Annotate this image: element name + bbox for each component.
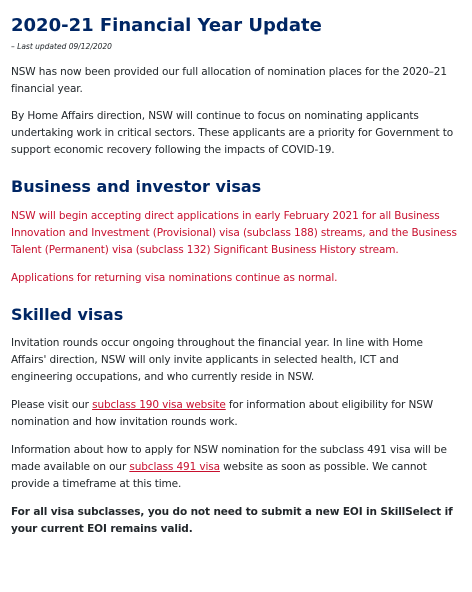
section-heading-business: Business and investor visas [11,177,262,196]
skilled-paragraph-491 [11,442,458,493]
subclass-190-link[interactable]: subclass 190 visa website [92,399,226,411]
subclass-491-link[interactable]: subclass 491 visa [129,461,220,473]
text-segment: website as soon as possible. We cannot provide a timeframe at this time. [11,461,427,490]
skilled-paragraph-190 [11,397,458,431]
section-heading-skilled: Skilled visas [11,305,124,324]
business-paragraph-applications: NSW will begin accepting direct applications in early February 2021 for all Business Innovation and Investment (Provisional) visa (subclass 188) streams, and the Business Talent (Permanent) visa (subclass 132) Significant Business History stream. [11,210,457,256]
intro-paragraph-critical-sectors: By Home Affairs direction, NSW will continue to focus on nominating applicants undertaking work in critical sectors. These applicants are a priority for Government to support economic recovery following the impacts of COVID-19. [11,110,454,156]
skilled-paragraph-invitation-rounds: Invitation rounds occur ongoing throughout the financial year. In line with Home Affairs' direction, NSW will only invite applicants in selected health, ICT and engineering occupations, and who currently reside in NSW. [11,337,423,383]
business-paragraph-returning: Applications for returning visa nominations continue as normal. [11,272,338,284]
text-segment: for information about eligibility for NSW nomination and how invitation rounds work. [11,399,434,428]
text-segment: Information about how to apply for NSW nomination for the subclass 491 visa will be made available on our [11,444,447,473]
intro-paragraph-allocation: NSW has now been provided our full allocation of nomination places for the 2020–21 financial year. [11,66,447,95]
page-title: 2020-21 Financial Year Update [11,15,322,36]
text-segment: Please visit our [11,399,93,411]
last-updated: – Last updated 09/12/2020 [11,42,112,51]
skilled-paragraph-eoi-note: For all visa subclasses, you do not need to submit a new EOI in SkillSelect if your current EOI remains valid. [11,506,453,535]
